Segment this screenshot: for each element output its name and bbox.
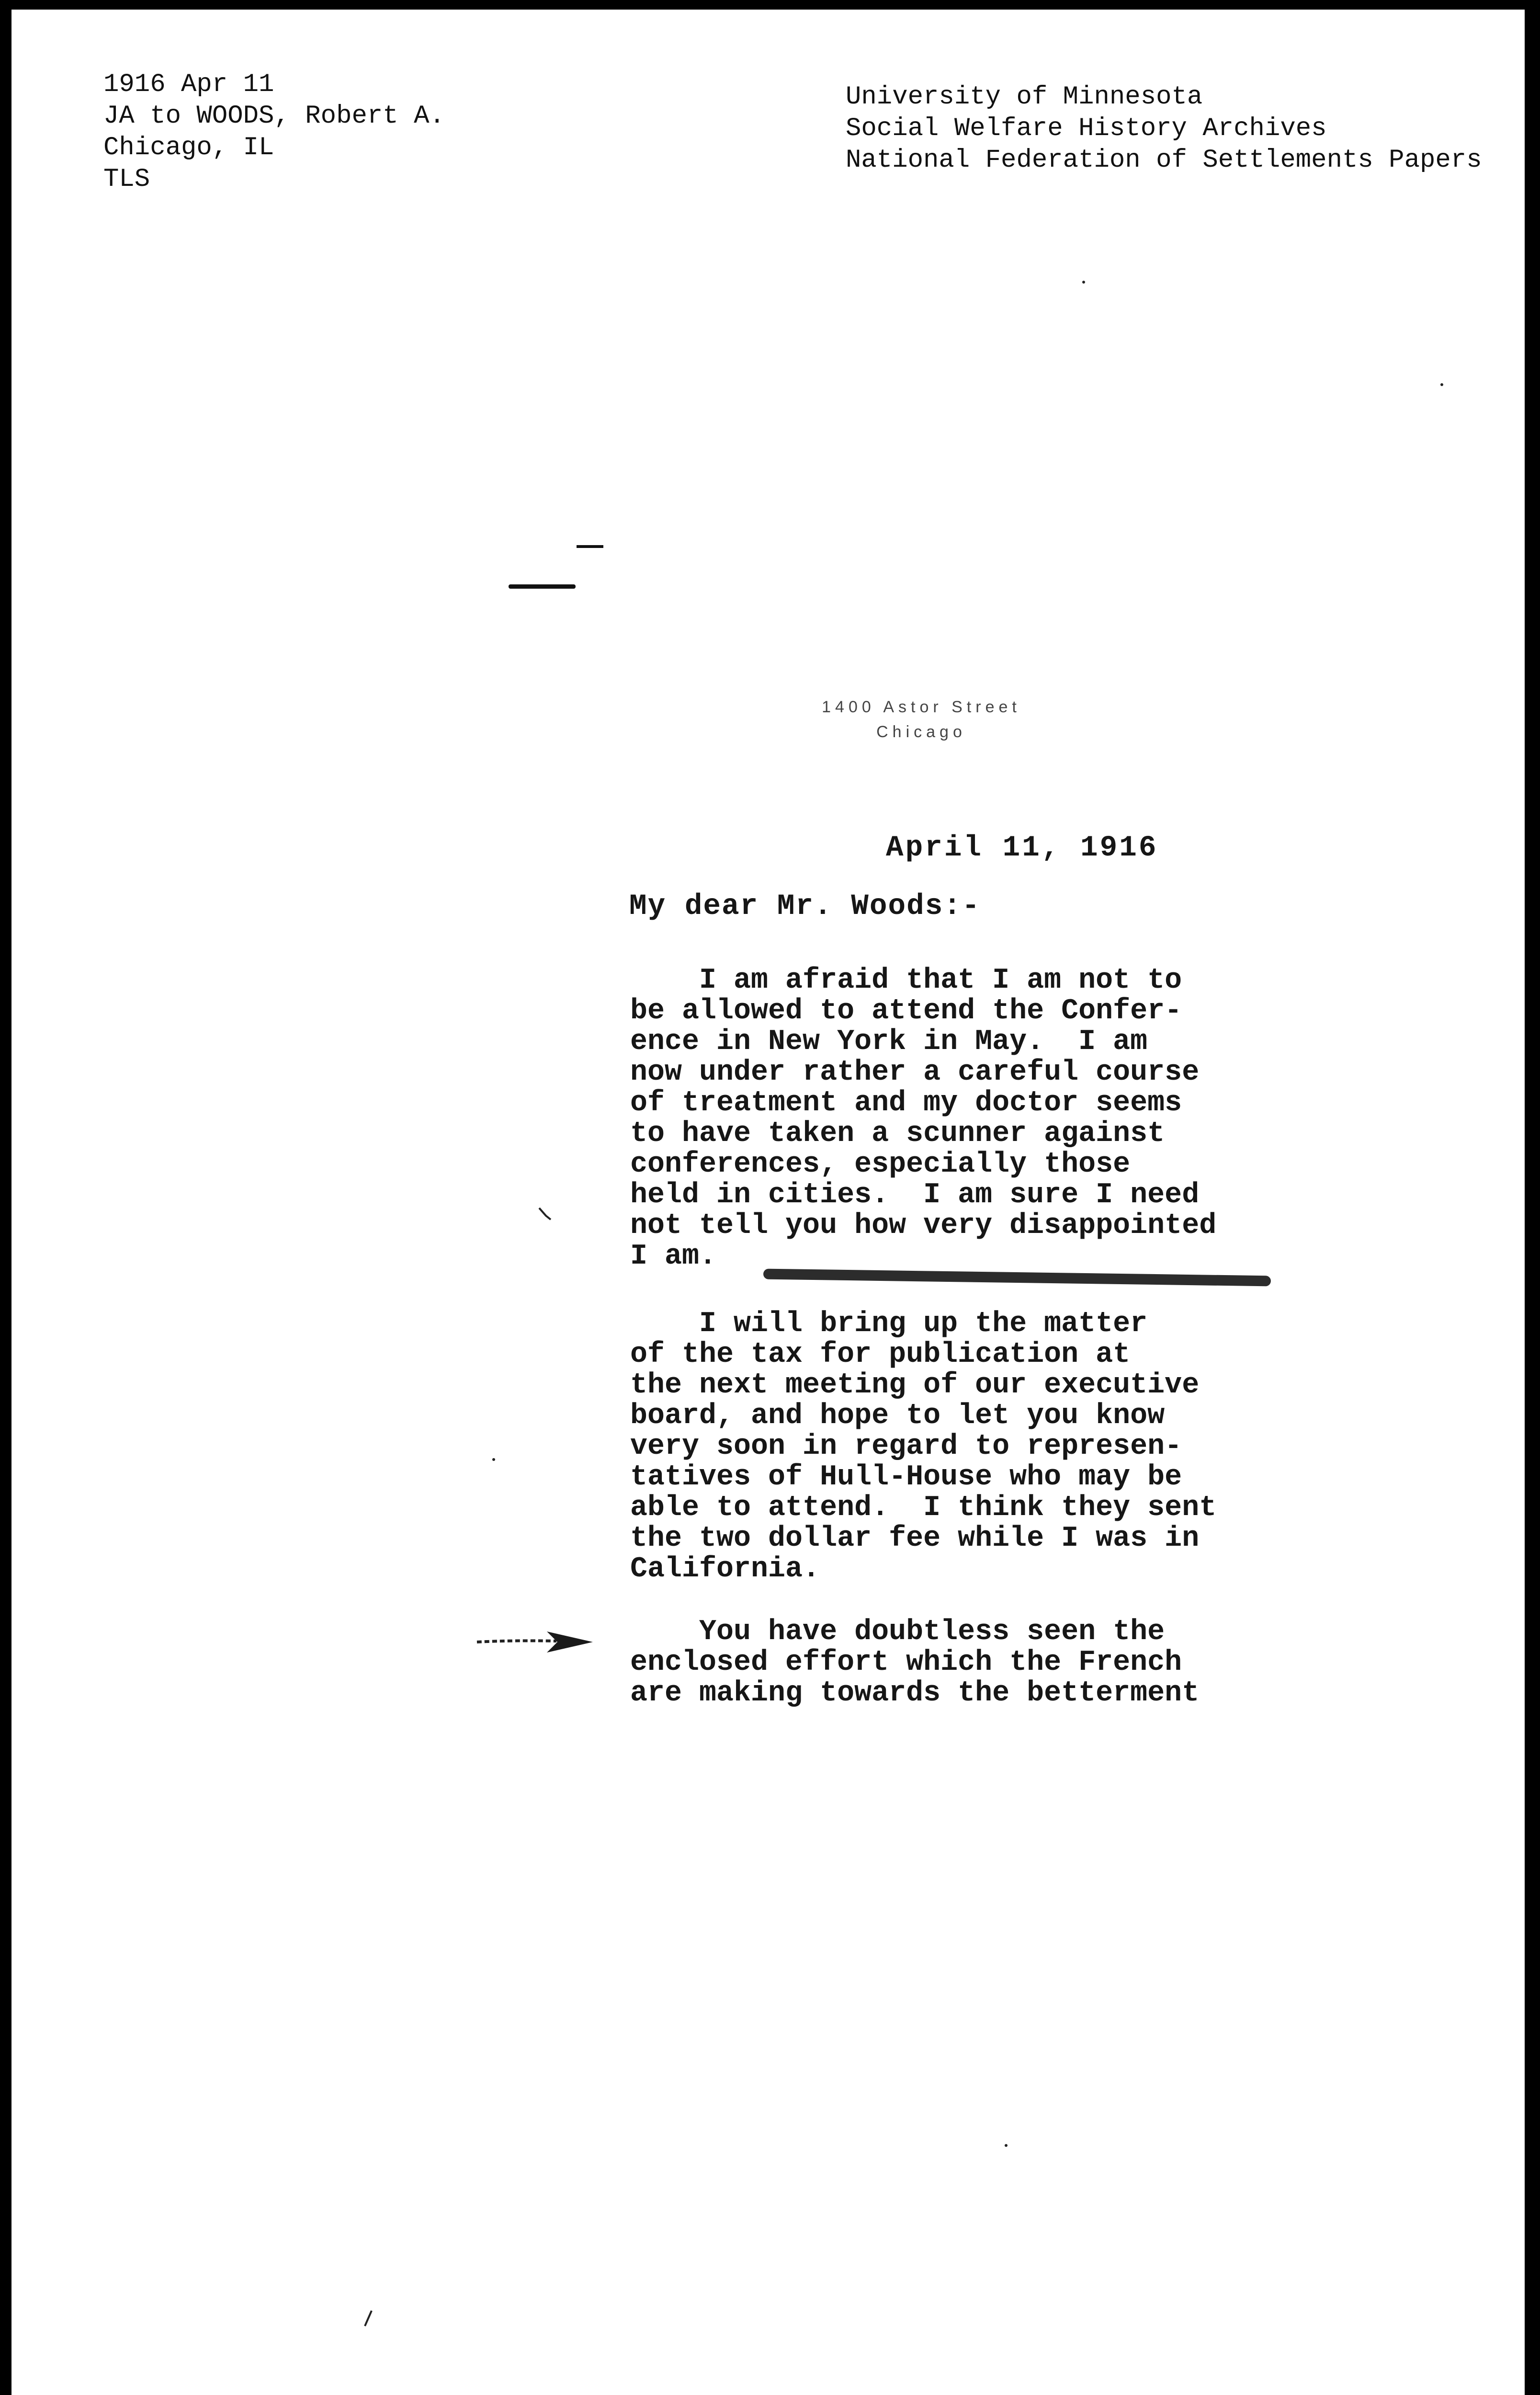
text-line: be allowed to attend the Confer-: [630, 995, 1182, 1027]
letterhead: [782, 695, 1060, 744]
text-line: very soon in regard to represen-: [630, 1430, 1182, 1463]
text-line: I will bring up the matter: [630, 1308, 1148, 1340]
text-line: I am afraid that I am not to: [630, 964, 1182, 997]
archive-institution: University of Minnesota: [846, 82, 1203, 112]
letter-paragraph-1: [630, 965, 1216, 1272]
text-line: tatives of Hull-House who may be: [630, 1461, 1182, 1494]
text-line: enclosed effort which the French: [630, 1646, 1182, 1679]
text-line: of treatment and my doctor seems: [630, 1087, 1182, 1119]
paper-speck: [1440, 383, 1443, 386]
archive-header: [846, 81, 1482, 176]
catalog-header: [103, 69, 445, 195]
text-line: now under rather a careful course: [630, 1056, 1200, 1089]
ink-tick-mark: [536, 1205, 555, 1224]
text-line: of the tax for publication at: [630, 1338, 1131, 1371]
catalog-correspondents: JA to WOODS, Robert A.: [103, 102, 445, 131]
letter-date: April 11, 1916: [886, 832, 1158, 865]
text-line: not tell you how very disappointed: [630, 1209, 1217, 1242]
text-line: to have taken a scunner against: [630, 1118, 1165, 1150]
text-line: You have doubtless seen the: [630, 1616, 1165, 1648]
hand-drawn-arrow-icon: [475, 1628, 595, 1656]
text-line: the two dollar fee while I was in: [630, 1522, 1200, 1555]
catalog-type: TLS: [103, 165, 150, 194]
text-line: conferences, especially those: [630, 1148, 1131, 1181]
ink-slash-mark: [361, 2309, 375, 2328]
ink-dash-mark: [509, 584, 576, 589]
archive-collection: National Federation of Settlements Papers: [846, 146, 1482, 175]
text-line: able to attend. I think they sent: [630, 1492, 1217, 1524]
letterhead-city: Chicago: [876, 723, 966, 741]
archive-name: Social Welfare History Archives: [846, 114, 1327, 143]
paper-speck: [1005, 2144, 1008, 2147]
letter-paragraph-3: [630, 1617, 1199, 1709]
text-line: California.: [630, 1553, 820, 1585]
document-page: [11, 10, 1525, 2395]
letterhead-street: 1400 Astor Street: [822, 698, 1021, 716]
catalog-date: 1916 Apr 11: [103, 70, 274, 99]
text-line: the next meeting of our executive: [630, 1369, 1200, 1402]
text-line: board, and hope to let you know: [630, 1400, 1165, 1432]
catalog-place: Chicago, IL: [103, 133, 274, 162]
ink-dash-mark: [577, 545, 603, 548]
text-line: held in cities. I am sure I need: [630, 1179, 1200, 1211]
text-line: are making towards the betterment: [630, 1677, 1200, 1710]
paper-speck: [492, 1458, 495, 1461]
paper-speck: [1082, 281, 1085, 284]
letter-paragraph-2: [630, 1309, 1216, 1585]
letter-salutation: My dear Mr. Woods:-: [629, 890, 981, 923]
text-line: I am.: [630, 1240, 717, 1273]
text-line: ence in New York in May. I am: [630, 1026, 1148, 1058]
